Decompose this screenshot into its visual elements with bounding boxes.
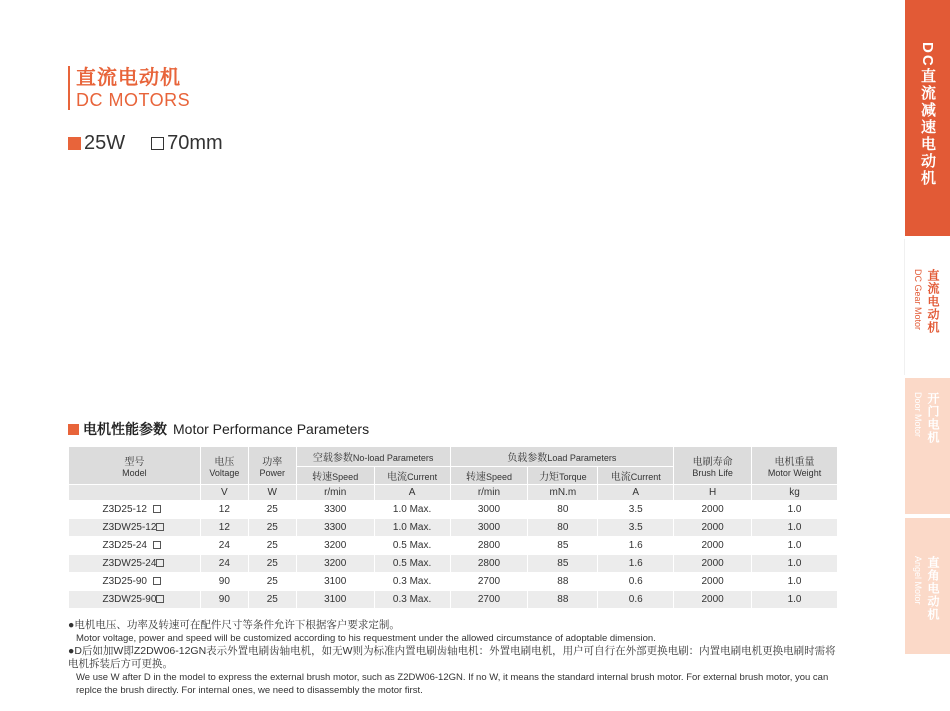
unit-nl-current: A: [374, 485, 450, 501]
side-tab-1-label: DC直流减速电动机: [919, 42, 936, 187]
side-tab-2-label-en: DC Gear Motor: [913, 269, 923, 331]
empty-square-icon: [151, 137, 164, 150]
unit-nl-speed: r/min: [296, 485, 374, 501]
filled-square-icon: [68, 137, 81, 150]
table-row: Z3DW25-90 90 25 3100 0.3 Max. 2700 88 0.6 2000 1.0: [69, 591, 838, 609]
section-title-cn: 电机性能参数: [83, 421, 167, 437]
checkbox-square-icon: [153, 577, 161, 585]
spec-frame: 70mm: [167, 132, 223, 154]
unit-weight: kg: [752, 485, 838, 501]
side-tab-dc-motor[interactable]: [904, 239, 950, 375]
page-title-en: DC MOTORS: [76, 90, 191, 110]
side-tab-dc-gear-reduction-motor[interactable]: [905, 0, 950, 236]
note-2-cn: ●D后如加W即Z2DW06-12GN表示外置电刷齿轴电机，如无W则为标准内置电刷齿轴电机：外置电刷电机，用户可自行在外部更换电刷：内置电刷电机更换电刷时需将电机拆装后方可更换。: [68, 645, 836, 670]
th-model: 型号 Model: [69, 447, 201, 485]
section-title-en: Motor Performance Parameters: [173, 421, 370, 437]
unit-torque: mN.m: [528, 485, 598, 501]
performance-table: [68, 446, 838, 609]
checkbox-square-icon: [156, 595, 164, 603]
note-1-cn: ●电机电压、功率及转速可在配件尺寸等条件允许下根据客户要求定制。: [68, 619, 400, 631]
side-tab-3-label-cn: 开门电机: [926, 392, 940, 444]
spec-power: 25W: [84, 132, 126, 154]
section-title: [68, 419, 369, 439]
note-2-en: We use W after D in the model to express the external brush motor, such as Z2DW06-12GN. If no W, it means the standard internal brush motor. For external brush motor, you can replce the brush directly. For internal ones, we need to disassembly the motor first.: [76, 672, 829, 696]
side-tab-door-motor[interactable]: [905, 378, 950, 514]
unit-brush: H: [674, 485, 752, 501]
unit-voltage: V: [200, 485, 248, 501]
th-power: 功率 Power: [248, 447, 296, 485]
th-motor-weight: 电机重量 Motor Weight: [752, 447, 838, 485]
filled-square-icon: [68, 424, 79, 435]
checkbox-square-icon: [153, 505, 161, 513]
checkbox-square-icon: [156, 523, 164, 531]
side-tab-angle-motor[interactable]: [905, 518, 950, 654]
unit-l-speed: r/min: [450, 485, 528, 501]
page-title-cn: 直流电动机: [76, 67, 181, 89]
th-brush-life: 电刷寿命 Brush Life: [674, 447, 752, 485]
side-tab-2-label-cn: 直流电动机: [926, 269, 940, 334]
side-tab-4-label-en: Angel Motor: [913, 556, 923, 605]
th-l-current: 电流Current: [598, 467, 674, 485]
table-row: Z3DW25-12 12 25 3300 1.0 Max. 3000 80 3.5 2000 1.0: [69, 519, 838, 537]
notes: [68, 619, 840, 697]
th-noload: 空载参数No-load Parameters: [296, 447, 450, 467]
unit-model: [69, 485, 201, 501]
th-voltage: 电压 Voltage: [200, 447, 248, 485]
unit-l-current: A: [598, 485, 674, 501]
note-1-en: Motor voltage, power and speed will be customized according to his requestment under the allowed circumstance of adoptable dimension.: [76, 633, 656, 644]
side-tab-4-label-cn: 直角电动机: [926, 556, 940, 621]
checkbox-square-icon: [156, 559, 164, 567]
checkbox-square-icon: [153, 541, 161, 549]
unit-power: W: [248, 485, 296, 501]
th-nl-speed: 转速Speed: [296, 467, 374, 485]
page-title-block: [68, 66, 190, 110]
th-l-speed: 转速Speed: [450, 467, 528, 485]
table-row: Z3D25-90 90 25 3100 0.3 Max. 2700 88 0.6 2000 1.0: [69, 573, 838, 591]
th-torque: 力矩Torque: [528, 467, 598, 485]
th-nl-current: 电流Current: [374, 467, 450, 485]
spec-line: [68, 132, 223, 155]
th-load: 负载参数Load Parameters: [450, 447, 674, 467]
table-row: Z3D25-12 12 25 3300 1.0 Max. 3000 80 3.5 2000 1.0: [69, 501, 838, 519]
table-row: Z3D25-24 24 25 3200 0.5 Max. 2800 85 1.6 2000 1.0: [69, 537, 838, 555]
table-row: Z3DW25-24 24 25 3200 0.5 Max. 2800 85 1.6 2000 1.0: [69, 555, 838, 573]
side-tab-3-label-en: Door Motor: [913, 392, 923, 438]
